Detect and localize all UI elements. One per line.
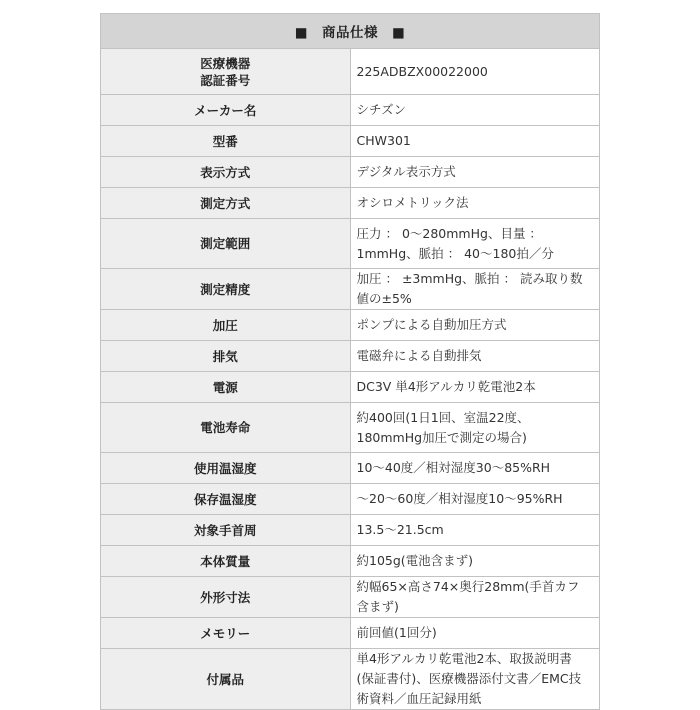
spec-value-storage-conditions: ～20～60度／相対湿度10～95%RH bbox=[350, 484, 600, 515]
spec-value-dimensions: 約幅65×高さ74×奥行28mm(手首カフ含まず) bbox=[350, 577, 600, 618]
spec-label-model: 型番 bbox=[101, 126, 351, 157]
spec-row-display bbox=[101, 157, 600, 188]
spec-value-operating-conditions: 10～40度／相対湿度30～85%RH bbox=[350, 453, 600, 484]
spec-label-exhaust: 排気 bbox=[101, 341, 351, 372]
spec-row-power bbox=[101, 372, 600, 403]
spec-value-wrist-size: 13.5～21.5cm bbox=[350, 515, 600, 546]
spec-table-title: ■ 商品仕様 ■ bbox=[101, 14, 600, 49]
spec-row-wrist-size bbox=[101, 515, 600, 546]
spec-label-storage-conditions: 保存温湿度 bbox=[101, 484, 351, 515]
spec-value-accessories: 単4形アルカリ乾電池2本、取扱説明書(保証書付)、医療機器添付文書／EMC技術資料／血圧記録用紙 bbox=[350, 649, 600, 710]
spec-value-battery-life: 約400回(1日1回、室温22度、180mmHg加圧で測定の場合) bbox=[350, 403, 600, 453]
spec-label-certification bbox=[101, 49, 351, 95]
spec-label-dimensions: 外形寸法 bbox=[101, 577, 351, 618]
spec-label-line: 認証番号 bbox=[200, 72, 251, 88]
spec-row-storage-conditions bbox=[101, 484, 600, 515]
spec-label-memory: メモリー bbox=[101, 618, 351, 649]
spec-row-weight bbox=[101, 546, 600, 577]
spec-value-memory: 前回値(1回分) bbox=[350, 618, 600, 649]
spec-row-accessories bbox=[101, 649, 600, 710]
spec-value-power: DC3V 単4形アルカリ乾電池2本 bbox=[350, 372, 600, 403]
spec-value-method: オシロメトリック法 bbox=[350, 188, 600, 219]
spec-label-power: 電源 bbox=[101, 372, 351, 403]
spec-row-manufacturer bbox=[101, 95, 600, 126]
product-spec-table bbox=[100, 13, 600, 710]
spec-label-method: 測定方式 bbox=[101, 188, 351, 219]
spec-row-exhaust bbox=[101, 341, 600, 372]
spec-value-range: 圧力 ： 0～280mmHg、目量 ： 1mmHg、脈拍 ： 40～180拍／分 bbox=[350, 219, 600, 269]
spec-label-battery-life: 電池寿命 bbox=[101, 403, 351, 453]
spec-value-model: CHW301 bbox=[350, 126, 600, 157]
spec-row-battery-life bbox=[101, 403, 600, 453]
spec-row-method bbox=[101, 188, 600, 219]
spec-row-model bbox=[101, 126, 600, 157]
spec-row-pressurization bbox=[101, 310, 600, 341]
spec-label-weight: 本体質量 bbox=[101, 546, 351, 577]
spec-row-memory bbox=[101, 618, 600, 649]
spec-row-operating-conditions bbox=[101, 453, 600, 484]
spec-label-accuracy: 測定精度 bbox=[101, 269, 351, 310]
spec-label-operating-conditions: 使用温湿度 bbox=[101, 453, 351, 484]
spec-value-pressurization: ポンプによる自動加圧方式 bbox=[350, 310, 600, 341]
spec-label-pressurization: 加圧 bbox=[101, 310, 351, 341]
spec-label-accessories: 付属品 bbox=[101, 649, 351, 710]
spec-value-certification: 225ADBZX00022000 bbox=[350, 49, 600, 95]
spec-label-range: 測定範囲 bbox=[101, 219, 351, 269]
spec-value-manufacturer: シチズン bbox=[350, 95, 600, 126]
spec-title-row bbox=[101, 14, 600, 49]
spec-row-dimensions bbox=[101, 577, 600, 618]
spec-label-display: 表示方式 bbox=[101, 157, 351, 188]
spec-row-certification bbox=[101, 49, 600, 95]
spec-row-range bbox=[101, 219, 600, 269]
spec-label-line: 医療機器 bbox=[200, 55, 251, 71]
spec-value-display: デジタル表示方式 bbox=[350, 157, 600, 188]
spec-label-wrist-size: 対象手首周 bbox=[101, 515, 351, 546]
spec-value-accuracy: 加圧 ： ±3mmHg、脈拍 ： 読み取り数値の±5% bbox=[350, 269, 600, 310]
spec-label-manufacturer: メーカー名 bbox=[101, 95, 351, 126]
spec-value-exhaust: 電磁弁による自動排気 bbox=[350, 341, 600, 372]
spec-row-accuracy bbox=[101, 269, 600, 310]
spec-value-weight: 約105g(電池含まず) bbox=[350, 546, 600, 577]
